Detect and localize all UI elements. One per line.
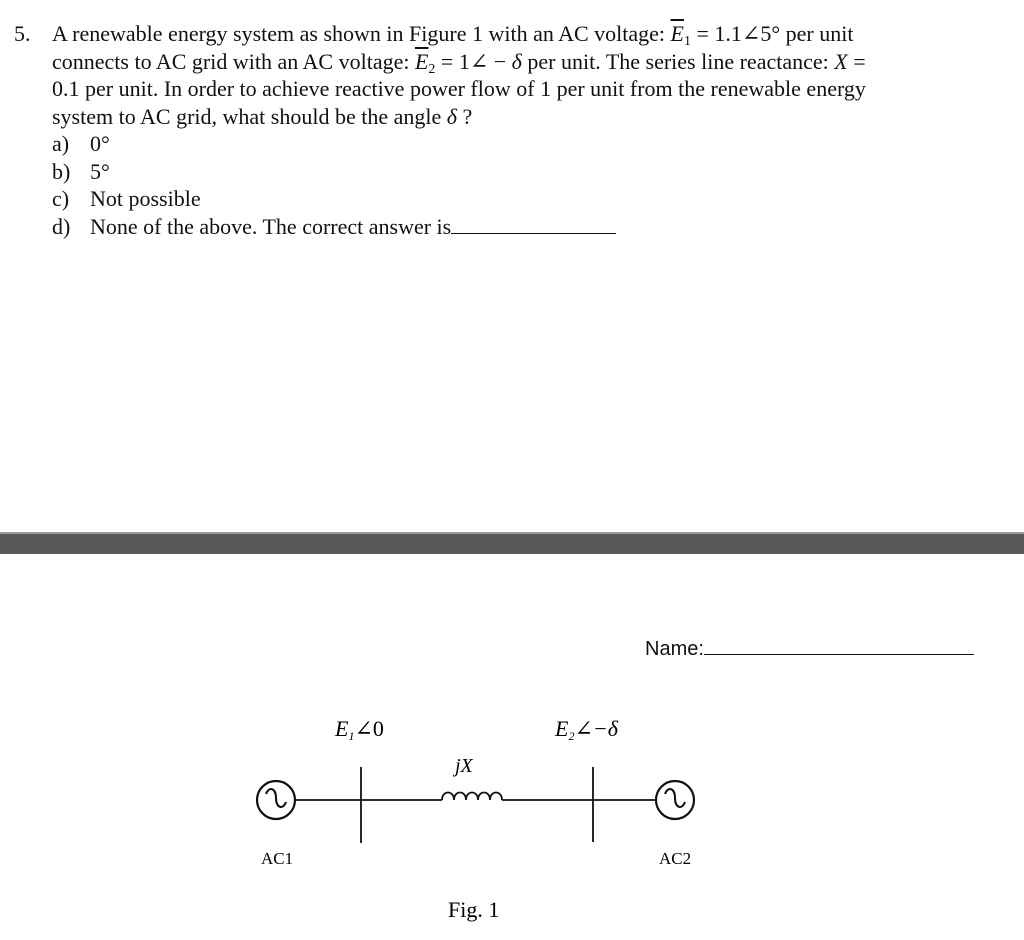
label-ac1: AC1	[261, 849, 294, 868]
inductor-icon	[442, 793, 502, 801]
circuit-diagram	[0, 690, 1024, 935]
label-e2: E2∠−δ	[555, 716, 618, 743]
label-jx: jX	[455, 755, 473, 777]
question-line-2: connects to AC grid with an AC voltage: $\overline{E}_2$ = 1∠ − δ per unit. The series line reactance: X =	[52, 48, 866, 77]
figure-1	[0, 690, 1024, 940]
label-ac2: AC2	[659, 849, 692, 868]
page-divider	[0, 534, 1024, 554]
question-line-1: A renewable energy system as shown in Figure 1 with an AC voltage: $\overline{E}_1$ = 1.1∠5° per unit	[52, 21, 854, 49]
label-e1: E1∠0	[335, 716, 384, 743]
question-block	[0, 0, 1024, 250]
question-line-4: system to AC grid, what should be the angle δ ?	[52, 103, 473, 129]
option-c[interactable]: c) Not possible	[52, 186, 201, 211]
name-label: Name:	[645, 638, 704, 660]
option-a[interactable]: a) 0°	[52, 131, 110, 156]
ac2-source-icon	[656, 781, 694, 819]
question-line-3: 0.1 per unit. In order to achieve reactive power flow of 1 per unit from the renewable energy	[52, 76, 866, 101]
answer-blank[interactable]	[451, 213, 616, 234]
option-b[interactable]: b) 5°	[52, 158, 110, 184]
question-number: 5.	[14, 21, 31, 46]
name-blank[interactable]	[704, 636, 974, 655]
ac1-source-icon	[257, 781, 295, 819]
figure-caption: Fig. 1	[448, 897, 500, 922]
option-d[interactable]: d) None of the above. The correct answer is	[52, 213, 616, 241]
name-field[interactable]	[645, 636, 974, 661]
